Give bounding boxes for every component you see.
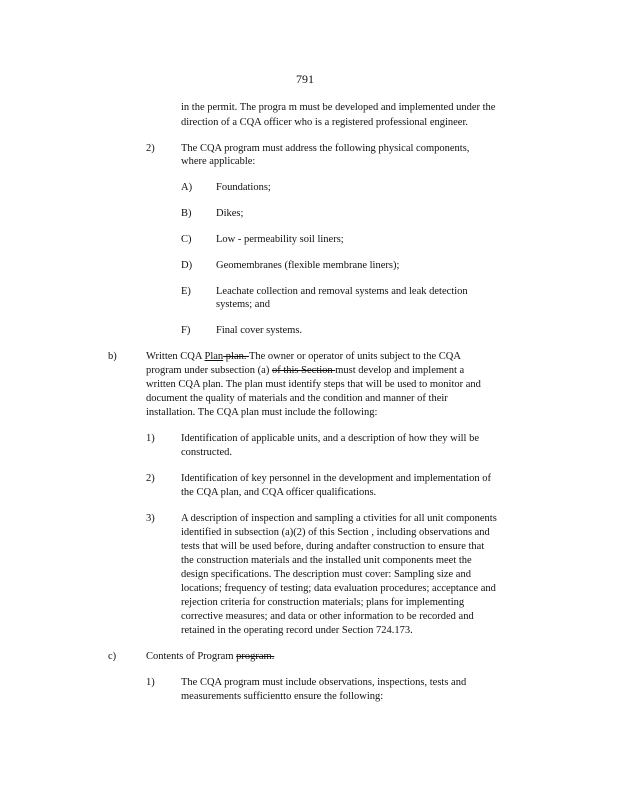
b-item-line: Identification of key personnel in the development and implementation of <box>181 473 491 484</box>
b-item-line: constructed. <box>181 447 233 458</box>
c-heading-deleted: program. <box>236 651 275 662</box>
section-letter-b: b) <box>108 351 117 362</box>
list-item-text: systems; and <box>216 299 270 310</box>
item-number-a2: 2) <box>146 143 155 154</box>
list-letter: C) <box>181 234 192 245</box>
b-item-line: the CQA plan, and CQA officer qualifications. <box>181 487 377 498</box>
b-line-2b: must develop and implement a <box>335 365 465 376</box>
b-item-line: design specifications. The description must cover: Sampling size and <box>181 569 471 580</box>
c-item-line: The CQA program must include observations, inspections, tests and <box>181 677 467 688</box>
list-letter: A) <box>181 182 193 193</box>
list-item-text: Dikes; <box>216 208 244 219</box>
b-line-4: document the quality of materials and the condition and manner of their <box>146 393 448 404</box>
b-item-line: A description of inspection and sampling a ctivities for all unit components <box>181 513 497 524</box>
c-heading <box>146 650 274 664</box>
b-heading-inserted: Plan <box>204 351 224 362</box>
b-line-3: written CQA plan. The plan must identify steps that will be used to monitor and <box>146 379 481 390</box>
list-letter: E) <box>181 286 191 297</box>
a2-line-2: where applicable: <box>181 156 256 167</box>
c-item-line: measurements sufficientto ensure the following: <box>181 691 384 702</box>
a2-line-1: The CQA program must address the following physical components, <box>181 143 470 154</box>
list-item-text: Foundations; <box>216 182 271 193</box>
b-item-line: tests that will be used before, during andafter construction to ensure that <box>181 541 485 552</box>
b-heading-deleted: plan. <box>223 351 249 362</box>
b-heading-line <box>146 350 461 364</box>
intro-line-1: in the permit. The progra m must be developed and implemented under the <box>181 102 496 113</box>
b-line-5: installation. The CQA plan must include the following: <box>146 407 378 418</box>
intro-line-2: direction of a CQA officer who is a registered professional engineer. <box>181 117 469 128</box>
b-line-2a: program under subsection (a) <box>146 365 272 376</box>
b-item-number: 3) <box>146 513 155 524</box>
b-item-line: the construction materials and the installed unit components meet the <box>181 555 472 566</box>
list-item-text: Low - permeability soil liners; <box>216 234 344 245</box>
list-letter: D) <box>181 260 193 271</box>
b-heading-prefix: Written CQA <box>146 351 205 362</box>
page-number: 791 <box>296 72 314 86</box>
b-line-2 <box>146 364 464 378</box>
b-item-line: retained in the operating record under Section 724.173. <box>181 625 413 636</box>
list-item-text: Leachate collection and removal systems and leak detection <box>216 286 468 297</box>
list-item-text: Geomembranes (flexible membrane liners); <box>216 260 400 271</box>
b-item-line: identified in subsection (a)(2) of this Section , including observations and <box>181 527 490 538</box>
b-item-line: Identification of applicable units, and a description of how they will be <box>181 433 479 444</box>
b-line-2-deleted: of this Section <box>271 365 336 376</box>
b-item-line: rejection criteria for construction materials; plans for implementing <box>181 597 465 608</box>
list-letter: F) <box>181 325 191 336</box>
list-letter: B) <box>181 208 192 219</box>
b-heading-rest: The owner or operator of units subject to the CQA <box>248 351 461 362</box>
c-item-number: 1) <box>146 677 155 688</box>
list-item-text: Final cover systems. <box>216 325 303 336</box>
b-item-number: 2) <box>146 473 155 484</box>
b-item-line: corrective measures; and data or other information to be recorded and <box>181 611 474 622</box>
section-letter-c: c) <box>108 651 117 662</box>
c-heading-text: Contents of Program <box>146 651 237 662</box>
b-item-number: 1) <box>146 433 155 444</box>
b-item-line: locations; frequency of testing; data evaluation procedures; acceptance and <box>181 583 496 594</box>
